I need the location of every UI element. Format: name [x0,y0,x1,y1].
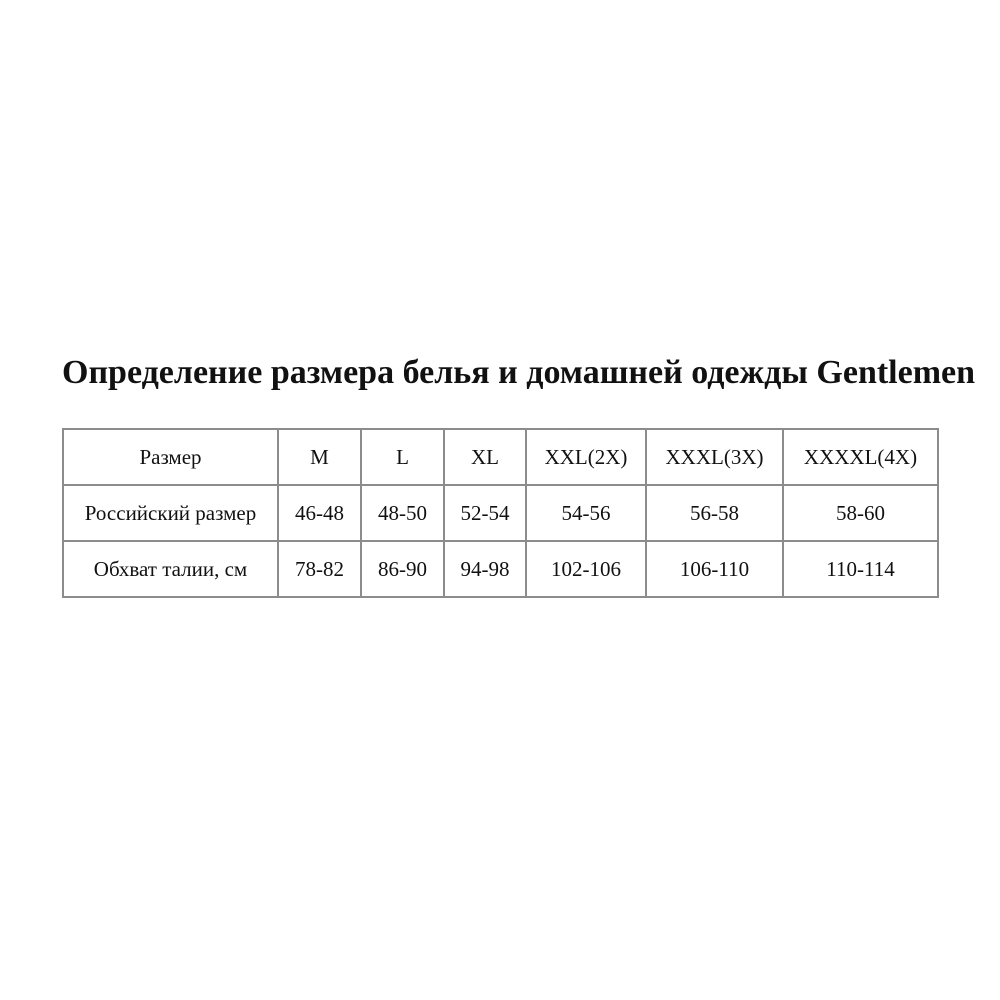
page-title: Определение размера белья и домашней одежды Gentlemen [62,354,976,391]
table-cell: 86-90 [361,541,444,597]
table-cell: 54-56 [526,485,646,541]
table-cell: 106-110 [646,541,783,597]
table-cell: 48-50 [361,485,444,541]
row-label-russian-size: Российский размер [63,485,278,541]
table-cell: 78-82 [278,541,361,597]
header-cell-xxxl: XXXL(3X) [646,429,783,485]
size-table [62,428,939,598]
header-cell-l: L [361,429,444,485]
header-cell-xl: XL [444,429,526,485]
table-cell: 52-54 [444,485,526,541]
table-cell: 102-106 [526,541,646,597]
table-row-waist [63,541,938,597]
table-cell: 110-114 [783,541,938,597]
table-cell: 56-58 [646,485,783,541]
header-cell-xxl: XXL(2X) [526,429,646,485]
header-cell-xxxxl: XXXXL(4X) [783,429,938,485]
table-cell: 94-98 [444,541,526,597]
table-cell: 46-48 [278,485,361,541]
header-cell-m: M [278,429,361,485]
table-header-row [63,429,938,485]
table-row-russian-size [63,485,938,541]
row-label-waist: Обхват талии, см [63,541,278,597]
header-cell-size-label: Размер [63,429,278,485]
table-cell: 58-60 [783,485,938,541]
